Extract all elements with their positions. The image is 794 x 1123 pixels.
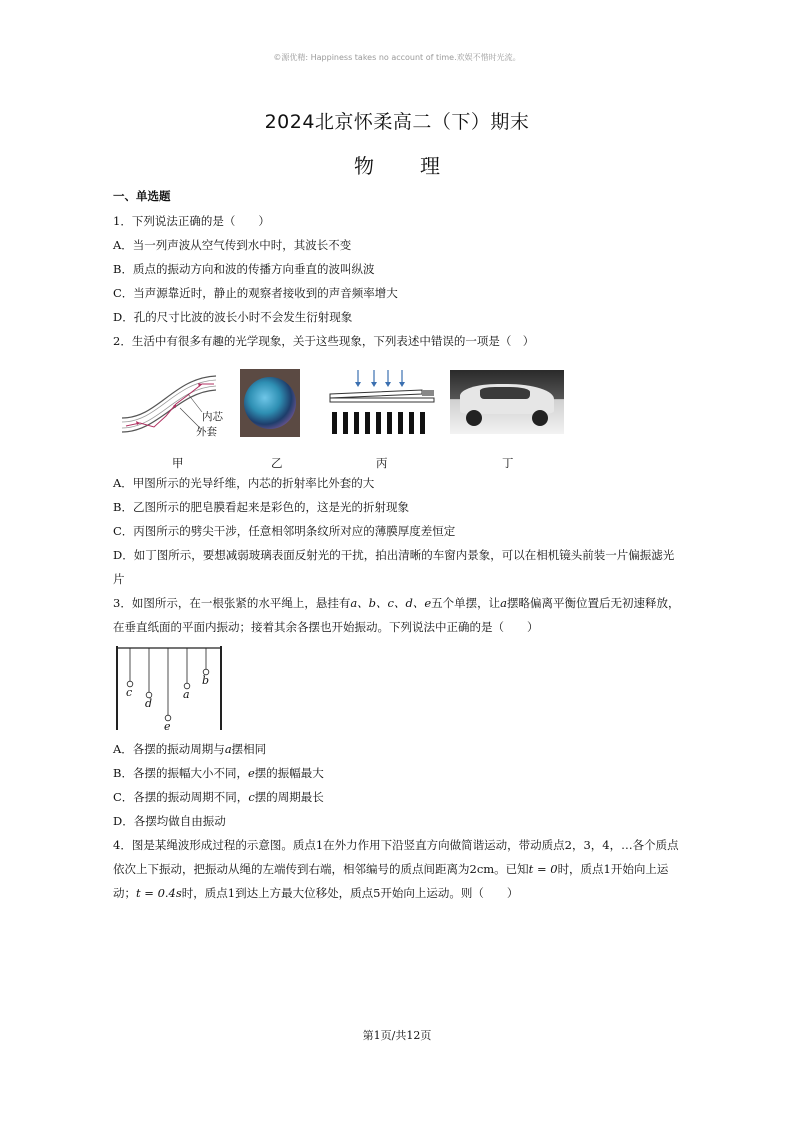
pendulum-label-d: d — [145, 697, 153, 710]
section-heading: 一、单选题 — [113, 189, 171, 203]
q1-option-c: C．当声源靠近时，静止的观察者接收到的声音频率增大 — [113, 286, 398, 300]
q1-option-b: B．质点的振动方向和波的传播方向垂直的波叫纵波 — [113, 262, 375, 276]
fig-label-jia: 甲 — [172, 456, 184, 470]
q3-option-b — [113, 765, 324, 781]
pendulum-label-a: a — [183, 688, 190, 701]
pendulum-label-c: c — [126, 686, 133, 699]
q4-stem — [113, 833, 683, 905]
q3-option-c — [113, 789, 324, 805]
pendulum-label-b: b — [202, 674, 210, 687]
q3-stem-part: 摆略偏离平衡位置后无初速释放，在垂直纸面的平面内振动；接着其余各摆也开始振动。下列说法中正确的是（ ） — [113, 596, 680, 634]
q3-a-var: a — [224, 742, 232, 756]
q4-time-value: t = 0.4s — [136, 886, 182, 900]
fiber-inner-label: 内芯 — [202, 411, 223, 423]
q2-option-a: A．甲图所示的光导纤维，内芯的折射率比外套的大 — [113, 476, 375, 490]
page-footer: 第1页/共12页 — [362, 1029, 432, 1042]
q3-stem — [113, 591, 683, 639]
watermark: ©源优精: Happiness takes no account of time.欢娱不惜时光流。 — [273, 53, 521, 62]
q4-stem-part: 时，质点1到达上方最大位移处，质点5开始向上运动。则（ ） — [181, 886, 519, 900]
q3-option-a — [113, 741, 266, 757]
q4-stem-part: 4．图是某绳波形成过程的示意图。质点1在外力作用下沿竖直方向做简谐运动，带动质点2，3，4，…各个质点依次上下振动，把振动从绳的左端传到右端，相邻编号的质点间距离为2cm。已知 — [113, 838, 679, 876]
q3-stem-part: 五个单摆，让 — [431, 596, 501, 610]
q3-b-pre: B．各摆的振幅大小不同， — [113, 766, 248, 780]
q2-option-b: B．乙图所示的肥皂膜看起来是彩色的，这是光的折射现象 — [113, 500, 409, 514]
q3-c-post: 摆的周期最长 — [254, 790, 324, 804]
q3-option-d: D．各摆均做自由振动 — [113, 814, 226, 828]
wedge-interference-figure — [326, 368, 440, 436]
q2-option-d: D．如丁图所示，要想减弱玻璃表面反射光的干扰，拍出清晰的车窗内景象，可以在相机镜头前装一片偏振滤光片 — [113, 548, 675, 586]
fiber-figure — [118, 370, 236, 442]
q3-b-post: 摆的振幅最大 — [254, 766, 324, 780]
subject-title: 物理 — [354, 154, 486, 178]
fig-label-bing: 丙 — [376, 456, 388, 470]
fiber-outer-label: 外套 — [196, 426, 217, 438]
q4-stem-part: 时，质点1开始向上运动； — [113, 862, 669, 900]
q3-a-pre: A．各摆的振动周期与 — [113, 742, 225, 756]
q3-var-a: a — [500, 596, 508, 610]
fig-label-ding: 丁 — [502, 456, 514, 470]
q1-stem: 1．下列说法正确的是（ ） — [113, 214, 270, 228]
q3-c-var: c — [248, 790, 255, 804]
car-window-photo — [450, 370, 564, 434]
pendulum-label-e: e — [164, 720, 171, 733]
q3-stem-part: 3．如图所示，在一根张紧的水平绳上，悬挂有 — [113, 596, 351, 610]
q1-option-a: A．当一列声波从空气传到水中时，其波长不变 — [113, 238, 352, 252]
exam-title: 2024北京怀柔高二（下）期末 — [264, 111, 530, 133]
q1-option-d: D．孔的尺寸比波的波长小时不会发生衍射现象 — [113, 310, 353, 324]
q4-time-zero: t = 0 — [528, 862, 558, 876]
q3-b-var: e — [247, 766, 255, 780]
fig-label-yi: 乙 — [271, 456, 283, 470]
q2-option-c: C．丙图所示的劈尖干涉，任意相邻明条纹所对应的薄膜厚度差恒定 — [113, 524, 456, 538]
soap-bubble-photo — [240, 369, 300, 437]
q2-stem: 2．生活中有很多有趣的光学现象，关于这些现象，下列表述中错误的一项是（ ） — [113, 334, 535, 348]
q3-a-post: 摆相同 — [231, 742, 267, 756]
q3-pendulum-names: a、b、c、d、e — [350, 596, 432, 610]
q3-c-pre: C．各摆的振动周期不同， — [113, 790, 249, 804]
